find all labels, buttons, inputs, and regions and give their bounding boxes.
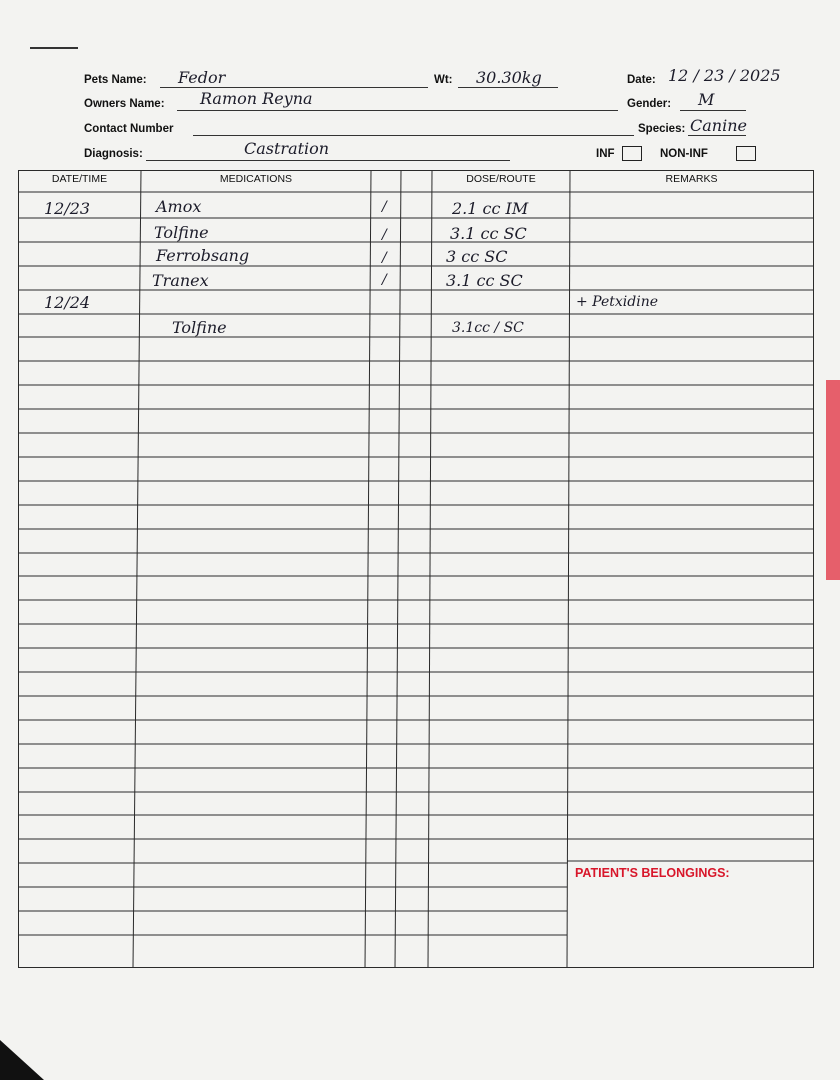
col-header-date: DATE/TIME (51, 173, 108, 185)
row-5-date: 12/24 (44, 293, 91, 312)
wt-label: Wt: (434, 74, 453, 86)
diagnosis-value: Castration (244, 139, 330, 158)
inf-label: INF (596, 148, 615, 160)
patients-belongings-label: PATIENT'S BELONGINGS: (575, 866, 730, 880)
row-2-medication: Tolfine (154, 223, 209, 242)
row-1-date: 12/23 (44, 199, 91, 218)
row-4-medication: Tranex (152, 271, 209, 290)
contact-label: Contact Number (84, 123, 174, 135)
row-3-medication: Ferrobsang (156, 246, 250, 265)
row-2-check: / (382, 227, 387, 243)
noninf-label: NON-INF (660, 148, 708, 160)
row-5-remarks: + Petxidine (576, 294, 658, 310)
row-3-dose: 3 cc SC (446, 247, 508, 266)
gender-value: M (698, 90, 715, 109)
dark-corner (0, 1040, 44, 1080)
owners-name-value: Ramon Reyna (200, 89, 313, 108)
pets-name-label: Pets Name: (84, 74, 147, 86)
row-4-dose: 3.1 cc SC (446, 271, 523, 290)
row-3-check: / (382, 250, 387, 266)
date-label: Date: (627, 74, 656, 86)
pets-name-value: Fedor (178, 68, 226, 87)
wt-value: 30.30kg (476, 68, 542, 87)
row-1-medication: Amox (156, 197, 202, 216)
row-6-dose: 3.1cc / SC (452, 320, 524, 336)
date-value: 12 / 23 / 2025 (668, 66, 781, 85)
row-6-medication: Tolfine (172, 318, 227, 337)
col-header-dose-route: DOSE/ROUTE (466, 173, 536, 185)
col-header-medications: MEDICATIONS (219, 173, 293, 185)
row-4-check: / (382, 272, 387, 288)
gender-label: Gender: (627, 98, 672, 110)
red-edge-mark (826, 380, 840, 580)
row-1-check: / (382, 199, 387, 215)
col-header-remarks: REMARKS (665, 173, 718, 185)
owners-name-label: Owners Name: (84, 98, 165, 110)
diagnosis-label: Diagnosis: (84, 148, 143, 160)
species-value: Canine (690, 116, 747, 135)
row-2-dose: 3.1 cc SC (450, 224, 527, 243)
species-label: Species: (638, 123, 686, 135)
row-1-dose: 2.1 cc IM (452, 199, 529, 218)
